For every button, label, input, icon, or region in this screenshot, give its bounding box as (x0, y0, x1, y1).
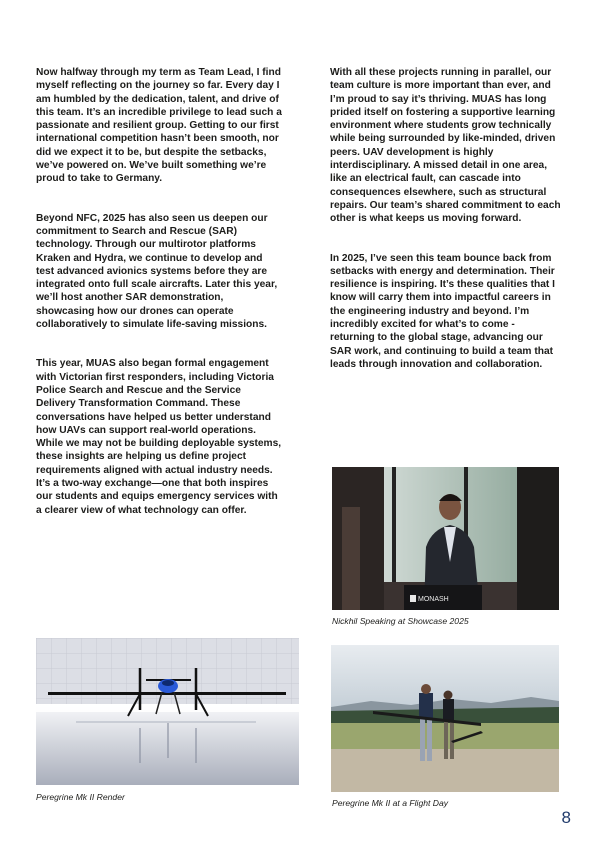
drone-render-image (36, 638, 299, 785)
flight-day-photo (331, 645, 559, 792)
paragraph-sar: Beyond NFC, 2025 has also seen us deepen our commitment to Search and Rescue (SAR) technology. Through our multirotor platforms Kraken and Hydra, we continue to develop and test advanced avionics systems before they are integrated onto full scale aircrafts. Later this year, we’ll host another SAR demonstration, showcasing how our drones can operate collaboratively to simulate life-saving missions. (36, 212, 278, 331)
speaker-photo-caption: Nickhil Speaking at Showcase 2025 (332, 616, 469, 626)
paragraph-resilience: In 2025, I’ve seen this team bounce back from setbacks with energy and determination. Their resilience is inspiring. It’s these qualities that I know will carry them into impactful careers in the engineering industry and beyond. I’m incredibly excited for what’s to come - returning to the global stage, advancing our SAR work, and continuing to build a team that leads through innovation and collaboration. (330, 252, 555, 370)
left-text-column (36, 66, 282, 543)
speaker-photo (332, 467, 559, 610)
paragraph-reflection: Now halfway through my term as Team Lead, I find myself reflecting on the journey so far. Every day I am humbled by the dedication, talent, and drive of this team. It’s an incredible privilege to lead such a passionate and resilient group. Getting to our first international competition hasn’t been smooth, nor did we expect it to be, but despite the setbacks, we’ve powered on. We’ve built something we’re proud to take to Germany. (36, 67, 282, 185)
flight-day-caption: Peregrine Mk II at a Flight Day (332, 798, 449, 808)
drone-render-caption: Peregrine Mk II Render (36, 792, 125, 802)
paragraph-first-responders: This year, MUAS also began formal engagement with Victorian first responders, including Victoria Police Search and Rescue and the Service Delivery Transformation Command. These conversations have helped us better understand how UAVs can support real-world operations. While we may not be building deployable systems, these insights are helping us define project requirements aligned with actual industry needs. It’s a two-way exchange—one that both inspires our students and equips emergency services with a clearer view of what technology can offer. (36, 358, 282, 516)
paragraph-team-culture: With all these projects running in parallel, our team culture is more important than ever, and I’m proud to say it’s thriving. MUAS has long prided itself on fostering a supportive learning environment where students grow technically while being surrounded by like-minded, driven peers. UAV development is highly interdisciplinary. A missed detail in one area, like an electrical fault, can cascade into consequences elsewhere, such as structural repairs. Our team’s shared commitment to each other is what keeps us moving forward. (330, 67, 561, 225)
right-text-column (330, 66, 562, 397)
podium-logo-text: MONASH (418, 596, 449, 603)
page-number: 8 (561, 808, 571, 827)
